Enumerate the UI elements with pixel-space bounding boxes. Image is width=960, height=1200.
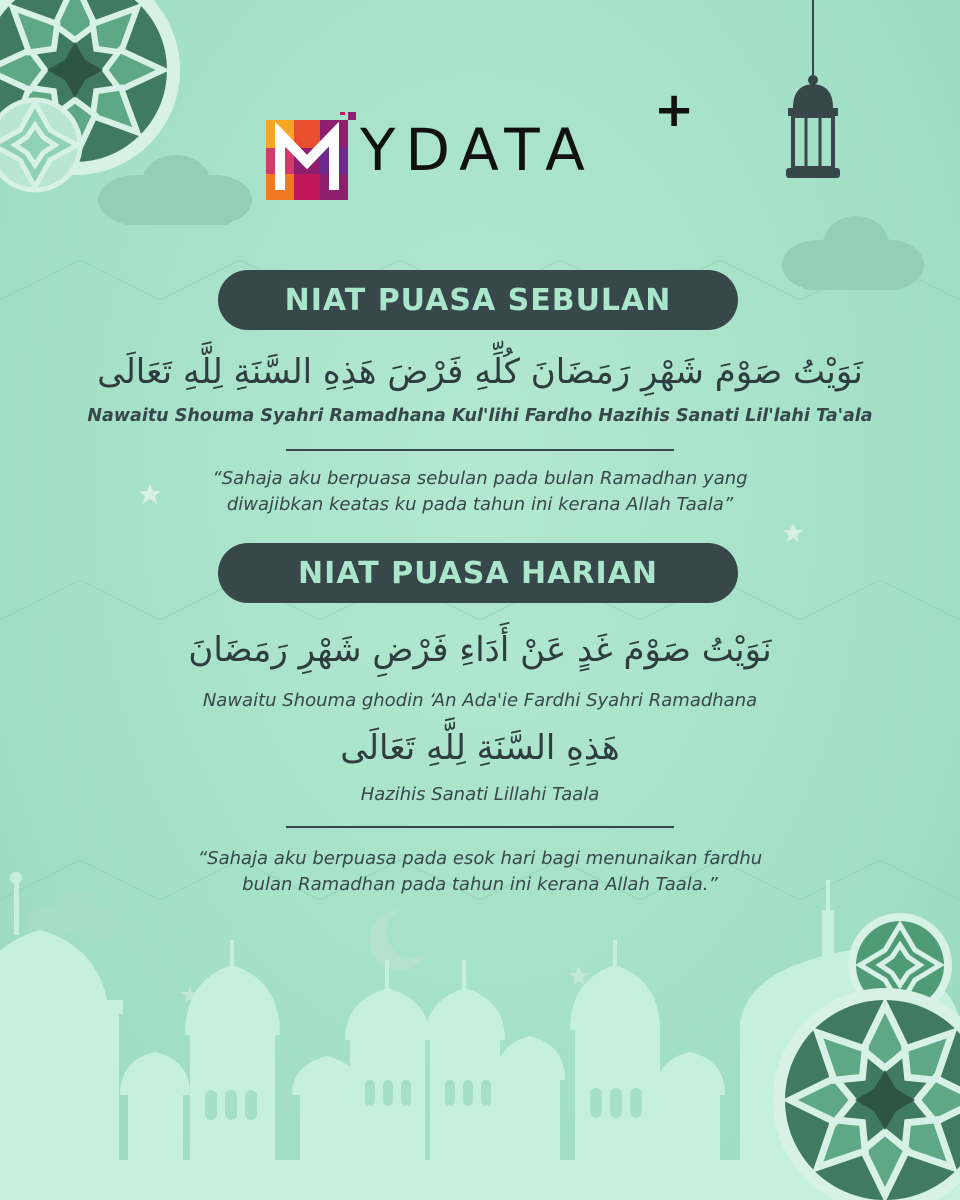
geometric-ornament-icon bbox=[765, 980, 960, 1200]
arabic-text-harian-2: هَذِهِ السَّنَةِ لِلَّهِ تَعَالَى bbox=[340, 728, 620, 768]
arabic-text-harian-1: نَوَيْتُ صَوْمَ غَدٍ عَنْ أَدَاءِ فَرْضِ شَهْرِ رَمَضَانَ bbox=[188, 630, 772, 670]
brand-name: YDATA bbox=[360, 116, 595, 184]
star-icon bbox=[782, 522, 804, 544]
arabic-text-sebulan: نَوَيْتُ صَوْمَ شَهْرِ رَمَضَانَ كُلِّهِ فَرْضَ هَذِهِ السَّنَةِ لِلَّهِ تَعَالَى bbox=[97, 352, 863, 392]
section-title-sebulan: NIAT PUASA SEBULAN bbox=[218, 270, 738, 330]
translation-harian-line1: “Sahaja aku berpuasa pada esok hari bagi menunaikan fardhu bbox=[197, 848, 763, 869]
lantern-icon bbox=[778, 0, 848, 190]
divider bbox=[286, 826, 674, 828]
brand-plus: + bbox=[654, 82, 695, 138]
geometric-ornament-icon bbox=[0, 90, 90, 200]
cloud-icon bbox=[778, 210, 928, 295]
transliteration-harian-1: Nawaitu Shouma ghodin ‘An Ada'ie Fardhi Syahri Ramadhana bbox=[202, 690, 758, 711]
section-title-harian: NIAT PUASA HARIAN bbox=[218, 543, 738, 603]
transliteration-sebulan: Nawaitu Shouma Syahri Ramadhana Kul'lihi Fardho Hazihis Sanati Lil'lahi Ta'ala bbox=[87, 406, 873, 426]
divider bbox=[286, 449, 674, 451]
transliteration-harian-2: Hazihis Sanati Lillahi Taala bbox=[360, 784, 600, 805]
translation-harian-line2: bulan Ramadhan pada tahun ini kerana Allah Taala.” bbox=[242, 874, 718, 895]
translation-sebulan-line1: “Sahaja aku berpuasa sebulan pada bulan Ramadhan yang bbox=[212, 468, 748, 489]
translation-sebulan-line2: diwajibkan keatas ku pada tahun ini kerana Allah Taala” bbox=[226, 494, 734, 515]
logo-icon bbox=[266, 112, 356, 202]
